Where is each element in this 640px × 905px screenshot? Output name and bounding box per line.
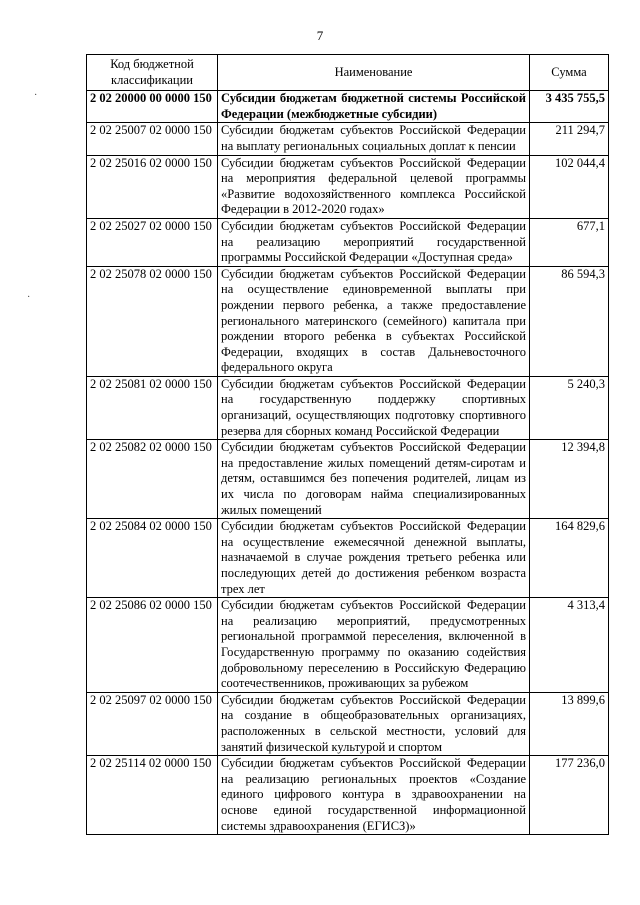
name-cell: Субсидии бюджетам субъектов Российской Федерации на предоставление жилых помещений детям-сиротам и детям, оставшимся без попечения родителей, лицам из их числа по договорам найма специализированных жилых помещений — [218, 440, 530, 519]
table-body — [87, 91, 609, 835]
name-cell: Субсидии бюджетам субъектов Российской Федерации на мероприятия федеральной целевой программы «Развитие водохозяйственного комплекса Российской Федерации в 2012-2020 годах» — [218, 155, 530, 218]
page-number: 7 — [316, 28, 324, 43]
table-row — [87, 266, 609, 376]
name-cell: Субсидии бюджетам бюджетной системы Российской Федерации (межбюджетные субсидии) — [218, 91, 530, 123]
table-row — [87, 440, 609, 519]
budget-code-cell: 2 02 25086 02 0000 150 — [87, 598, 218, 693]
table-row — [87, 123, 609, 155]
name-cell: Субсидии бюджетам субъектов Российской Федерации на выплату региональных социальных доплат к пенсии — [218, 123, 530, 155]
table-row — [87, 756, 609, 835]
table-row — [87, 598, 609, 693]
sum-cell: 164 829,6 — [530, 519, 609, 598]
budget-code-cell: 2 02 25114 02 0000 150 — [87, 756, 218, 835]
table-row — [87, 155, 609, 218]
sum-cell: 177 236,0 — [530, 756, 609, 835]
budget-code-cell: 2 02 25084 02 0000 150 — [87, 519, 218, 598]
table-row — [87, 519, 609, 598]
header-name: Наименование — [218, 55, 530, 91]
budget-code-cell: 2 02 25007 02 0000 150 — [87, 123, 218, 155]
sum-cell: 12 394,8 — [530, 440, 609, 519]
name-cell: Субсидии бюджетам субъектов Российской Федерации на создание в общеобразовательных организациях, расположенных в сельской местности, условий для занятий физической культурой и спортом — [218, 692, 530, 755]
budget-code-cell: 2 02 25027 02 0000 150 — [87, 218, 218, 266]
budget-code-cell: 2 02 25016 02 0000 150 — [87, 155, 218, 218]
budget-code-cell: 2 02 25082 02 0000 150 — [87, 440, 218, 519]
sum-cell: 677,1 — [530, 218, 609, 266]
name-cell: Субсидии бюджетам субъектов Российской Федерации на реализацию мероприятий государственной программы Российской Федерации «Доступная среда» — [218, 218, 530, 266]
header-code: Код бюджетной классификации — [87, 55, 218, 91]
budget-code-cell: 2 02 25081 02 0000 150 — [87, 376, 218, 439]
sum-cell: 4 313,4 — [530, 598, 609, 693]
name-cell: Субсидии бюджетам субъектов Российской Федерации на осуществление ежемесячной денежной выплаты, назначаемой в случае рождения третьего ребенка или последующих детей до достижения ребенком возраста трех лет — [218, 519, 530, 598]
name-cell: Субсидии бюджетам субъектов Российской Федерации на государственную поддержку спортивных организаций, осуществляющих подготовку спортивного резерва для сборных команд Российской Федерации — [218, 376, 530, 439]
sum-cell: 86 594,3 — [530, 266, 609, 376]
sum-cell: 5 240,3 — [530, 376, 609, 439]
scan-speck: · — [34, 90, 38, 101]
table-row — [87, 692, 609, 755]
scan-speck: · — [27, 292, 31, 303]
budget-code-cell: 2 02 25097 02 0000 150 — [87, 692, 218, 755]
sum-cell: 211 294,7 — [530, 123, 609, 155]
name-cell: Субсидии бюджетам субъектов Российской Федерации на осуществление единовременной выплаты при рождении первого ребенка, а также предоставление регионального материнского (семейного) капитала при рождении второго ребенка в субъектах Российской Федерации, входящих в состав Дальневосточного федерального округа — [218, 266, 530, 376]
table-row — [87, 376, 609, 439]
sum-cell: 13 899,6 — [530, 692, 609, 755]
table-row — [87, 218, 609, 266]
budget-code-cell: 2 02 20000 00 0000 150 — [87, 91, 218, 123]
table-header-row — [87, 55, 609, 91]
name-cell: Субсидии бюджетам субъектов Российской Федерации на реализацию региональных проектов «Создание единого цифрового контура в здравоохранении на основе единой государственной информационной системы здравоохранения (ЕГИСЗ)» — [218, 756, 530, 835]
budget-code-cell: 2 02 25078 02 0000 150 — [87, 266, 218, 376]
table-row — [87, 91, 609, 123]
sum-cell: 3 435 755,5 — [530, 91, 609, 123]
name-cell: Субсидии бюджетам субъектов Российской Федерации на реализацию мероприятий, предусмотренных региональной программой переселения, включенной в Государственную программу по оказанию содействия добровольному переселению в Российскую Федерацию соотечественников, проживающих за рубежом — [218, 598, 530, 693]
header-sum: Сумма — [530, 55, 609, 91]
budget-table — [86, 54, 609, 835]
sum-cell: 102 044,4 — [530, 155, 609, 218]
